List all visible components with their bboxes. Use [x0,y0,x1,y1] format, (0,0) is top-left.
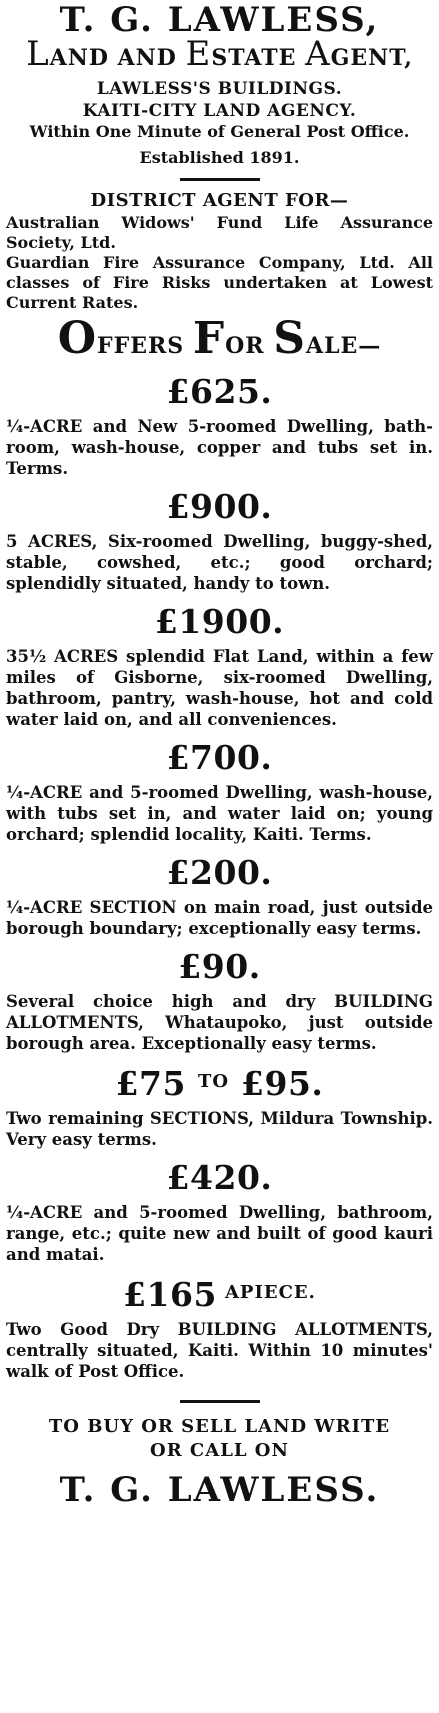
firm-name: T. G. LAWLESS, [59,0,380,40]
agent-title-gent: GENT, [330,45,413,71]
location-note: Within One Minute of General Post Office. [29,122,410,141]
listing-description: 35½ ACRES splendid Flat Land, within a few miles of Gisborne, six-roomed Dwelling, bathroom, pantry, wash-house, hot and cold water laid on, and all conveniences. [6,647,433,729]
offers-initial-s: S [273,313,306,364]
listing [6,372,433,479]
listing-description: ¼-ACRE SECTION on main road, just outside borough boundary; exceptionally easy terms. [6,898,433,938]
listing-price-low: £75 [115,1064,186,1103]
agent-title [6,34,433,74]
offers-initial-o: O [57,313,98,364]
listing-price: £900. [166,487,273,526]
listing-description: ¼-ACRE and 5-roomed Dwelling, wash-house, with tubs set in, and water laid on; young orchard; splendid locality, Kaiti. Terms. [6,783,433,844]
listing [6,1158,433,1265]
listing-price-to: TO [197,1071,230,1092]
listing-description: ¼-ACRE and 5-roomed Dwelling, bathroom, range, etc.; quite new and built of good kauri and matai. [6,1203,433,1264]
footer-firm-name: T. G. LAWLESS. [59,1470,380,1510]
listing-price [6,1062,433,1104]
listing [6,1062,433,1150]
listing-price: £90. [178,947,261,986]
listing [6,1273,433,1382]
established-note: Established 1891. [139,148,300,167]
offers-initial-f: F [192,313,226,364]
offers-or: OR [225,333,274,359]
agent-title-initial-a: A [305,34,331,74]
listing [6,487,433,594]
listing-price: £420. [166,1158,273,1197]
agent-title-initial-l: L [26,34,50,74]
listing-price-suffix: APIECE. [224,1282,316,1303]
listing [6,738,433,845]
divider [180,178,260,181]
offers-ale: ALE— [306,333,382,359]
agent-title-initial-e: E [185,34,212,74]
listing-description: 5 ACRES, Six-roomed Dwelling, buggy-shed, stable, cowshed, etc.; good orchard; splendidly situated, handy to town. [6,532,433,593]
listing-price-amount: £165 [123,1275,217,1314]
callout-line-2: OR CALL ON [150,1440,289,1461]
listing-price: £625. [166,372,273,411]
agency-name: KAITI-CITY LAND AGENCY. [82,101,357,121]
listing-price: £200. [166,853,273,892]
listing-description: Two remaining SECTIONS, Mildura Township. Very easy terms. [6,1109,433,1149]
building-name: LAWLESS'S BUILDINGS. [96,79,343,99]
callout-line-1: TO BUY OR SELL LAND WRITE [48,1416,391,1437]
listing [6,602,433,730]
listing-description: Several choice high and dry BUILDING ALLOTMENTS, Whataupoko, just outside borough area. Exceptionally easy terms. [6,992,433,1053]
listing-description: Two Good Dry BUILDING ALLOTMENTS, centrally situated, Kaiti. Within 10 minutes' walk of Post Office. [6,1320,433,1381]
offers-ffers: FFERS [97,333,193,359]
agent-title-state: STATE [211,45,306,71]
district-agency-1: Australian Widows' Fund Life Assurance Society, Ltd. [6,213,433,252]
listing [6,853,433,939]
divider [180,1400,260,1403]
district-heading: DISTRICT AGENT FOR— [90,190,349,211]
listing-price: £1900. [154,602,285,641]
offers-heading [6,313,433,368]
listing-price-high: £95. [241,1064,324,1103]
agent-title-and: AND AND [49,45,186,71]
listing-description: ¼-ACRE and New 5-roomed Dwelling, bath-room, wash-house, copper and tubs set in. Terms. [6,417,433,478]
listing-price: £700. [166,738,273,777]
district-agency-2: Guardian Fire Assurance Company, Ltd. All classes of Fire Risks undertaken at Lowest Current Rates. [6,253,433,312]
listing-price [6,1273,433,1315]
listing [6,947,433,1054]
